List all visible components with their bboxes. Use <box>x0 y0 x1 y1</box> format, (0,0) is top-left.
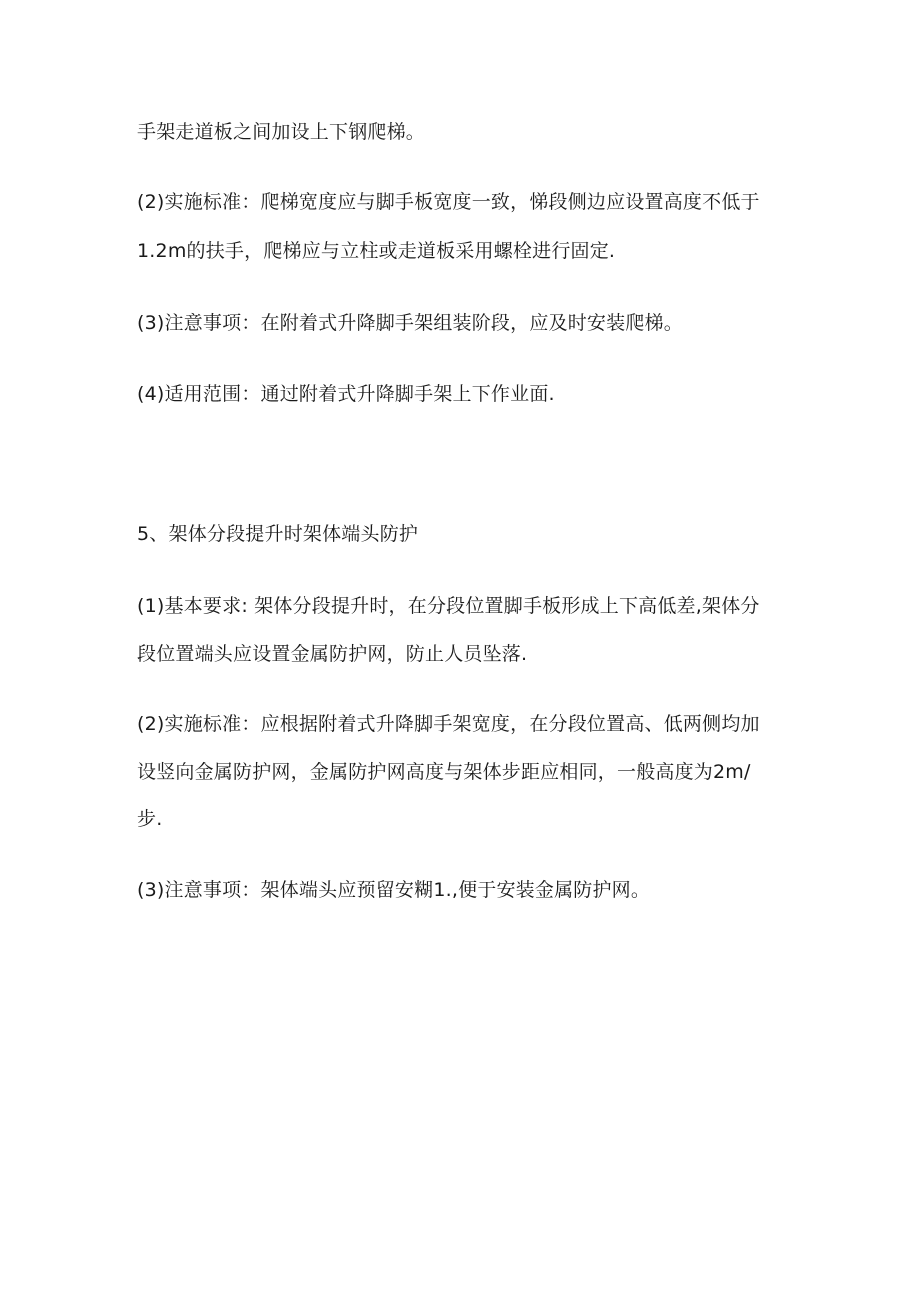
text-line-ladder-standard: (2)实施标准：爬梯宽度应与脚手板宽度一致，悌段侧边应设置高度不低于 <box>137 191 760 213</box>
text-line-guard-standard-end: 步. <box>137 808 163 830</box>
text-line-ladder-notes: (3)注意事项：在附着式升降脚手架组装阶段，应及时安装爬梯。 <box>137 312 683 334</box>
text-line-ladder-standard-cont: 1.2m的扶手，爬梯应与立柱或走道板采用螺栓进行固定. <box>137 240 616 262</box>
text-line-ladder-scope: (4)适用范围：通过附着式升降脚手架上下作业面. <box>137 383 555 405</box>
text-line-guard-notes: (3)注意事项：架体端头应预留安糊1.,便于安装金属防护网。 <box>137 879 651 901</box>
text-line-guard-standard: (2)实施标准：应根据附着式升降脚手架宽度，在分段位置高、低两侧均加 <box>137 713 760 735</box>
text-line-basic-requirement: (1)基本要求: 架体分段提升时，在分段位置脚手板形成上下高低差,架体分 <box>137 595 760 617</box>
text-line-basic-requirement-cont: 段位置端头应设置金属防护网，防止人员坠落. <box>137 643 528 665</box>
text-line-ladder-continuation: 手架走道板之间加设上下钢爬梯。 <box>137 121 426 143</box>
text-line-guard-standard-cont: 设竖向金属防护网，金属防护网高度与架体步距应相同，一般高度为2m∕ <box>137 761 751 783</box>
section-heading-5: 5、架体分段提升时架体端头防护 <box>137 523 419 545</box>
